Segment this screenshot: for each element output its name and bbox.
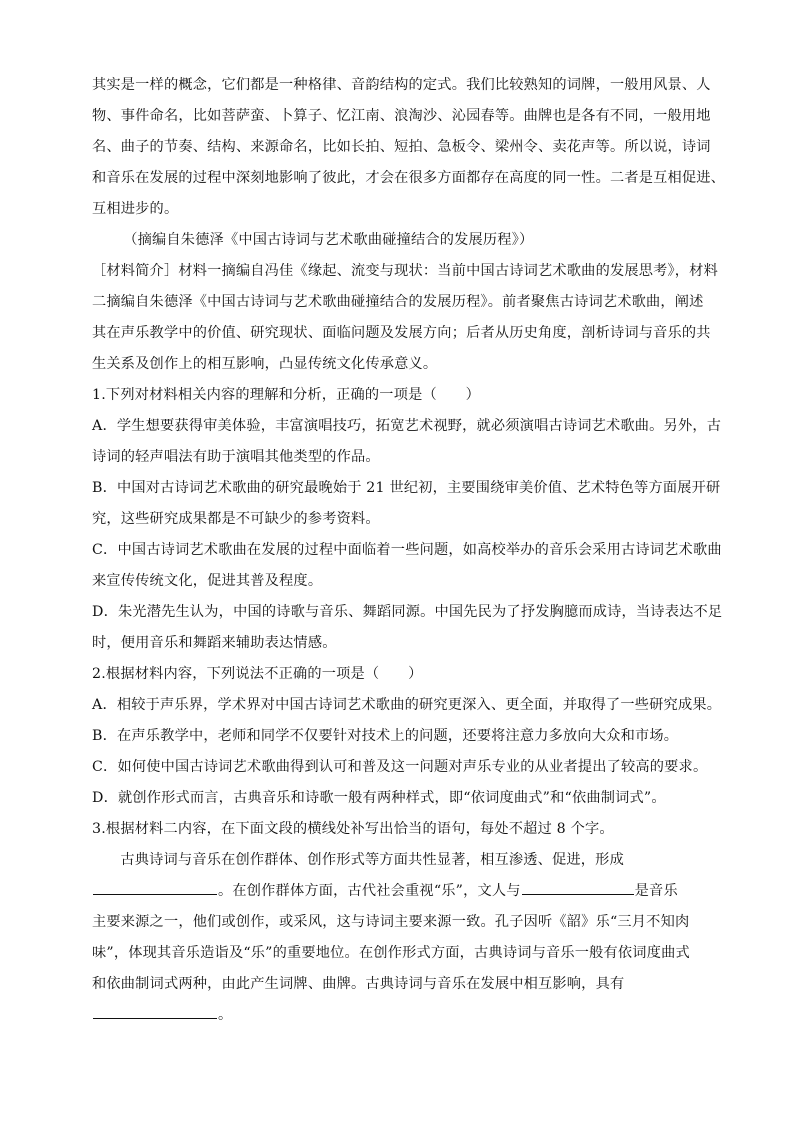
- passage-end: [92, 70, 726, 225]
- intro-line: ［材料简介］材料一摘编自冯佳《缘起、流变与现状：当前中国古诗词艺术歌曲的发展思考》，材料: [92, 263, 718, 279]
- text-line: 物、事件命名，比如菩萨蛮、卜算子、忆江南、浪淘沙、沁园春等。曲牌也是各有不同，一般用地: [92, 108, 711, 124]
- question-2: [92, 659, 722, 814]
- option-d: D．就创作形式而言，古典音乐和诗歌一般有两种样式，即“依词度曲式”和“依曲制词式”。: [92, 790, 666, 806]
- fill-text: 是音乐: [634, 883, 678, 899]
- option-b-line: B．中国对古诗词艺术歌曲的研究最晚始于 21 世纪初，主要围绕审美价值、艺术特色等方面展开研: [92, 480, 721, 496]
- question-1: [92, 380, 723, 659]
- option-a-line: A．学生想要获得审美体验，丰富演唱技巧，拓宽艺术视野，就必须演唱古诗词艺术歌曲。另外，古: [92, 418, 722, 434]
- text-line: 和音乐在发展的过程中深刻地影响了彼此，才会在很多方面都存在高度的同一性。二者是互相促进、: [92, 170, 726, 186]
- option-c: C．如何使中国古诗词艺术歌曲得到认可和普及这一问题对声乐专业的从业者提出了较高的要求。: [92, 759, 708, 775]
- intro-line: 二摘编自朱德泽《中国古诗词与艺术歌曲碰撞结合的发展历程》。前者聚焦古诗词艺术歌曲，阐述: [92, 294, 704, 310]
- option-c-line: C．中国古诗词艺术歌曲在发展的过程中面临着一些问题，如高校举办的音乐会采用古诗词艺术歌曲: [92, 542, 722, 558]
- question-1-stem: 1.下列对材料相关内容的理解和分析，正确的一项是（ ）: [92, 387, 481, 403]
- fill-line: [92, 845, 704, 876]
- source-citation: [92, 225, 704, 256]
- text-line: 其实是一样的概念，它们都是一种格律、音韵结构的定式。我们比较熟知的词牌，一般用风景、人: [92, 77, 711, 93]
- option-d-line: D．朱光潜先生认为，中国的诗歌与音乐、舞蹈同源。中国先民为了抒发胸臆而成诗，当诗表达不足: [92, 604, 723, 620]
- option-c-line: 来宣传传统文化，促进其普及程度。: [92, 573, 323, 589]
- document-page: [92, 70, 726, 1031]
- fill-text: 。在创作群体方面，古代社会重视“乐”，文人与: [218, 883, 521, 899]
- question-2-stem: 2.根据材料内容，下列说法不正确的一项是（ ）: [92, 666, 423, 682]
- option-b: B．在声乐教学中，老师和同学不仅要针对技术上的问题，还要将注意力多放向大众和市场。: [92, 728, 679, 744]
- source-line: （摘编自朱德泽《中国古诗词与艺术歌曲碰撞结合的发展历程》）: [123, 232, 534, 248]
- answer-blank-1[interactable]: [93, 893, 217, 895]
- answer-blank-3[interactable]: [93, 1017, 217, 1019]
- fill-text: 。: [218, 1007, 233, 1023]
- answer-blank-2[interactable]: [522, 893, 634, 895]
- text-line: 名、曲子的节奏、结构、来源命名，比如长拍、短拍、急板令、梁州令、卖花声等。所以说，诗词: [92, 139, 711, 155]
- text-line: 互相进步的。: [92, 201, 179, 217]
- fill-line: [92, 1000, 704, 1031]
- option-d-line: 时，便用音乐和舞蹈来辅助表达情感。: [92, 635, 337, 651]
- material-intro: [92, 256, 718, 380]
- option-b-line: 究，这些研究成果都是不可缺少的参考资料。: [92, 511, 380, 527]
- intro-line: 其在声乐教学中的价值、研究现状、面临问题及发展方向；后者从历史角度，剖析诗词与音乐的共: [92, 325, 711, 341]
- intro-line: 生关系及创作上的相互影响，凸显传统文化传承意义。: [92, 356, 438, 372]
- option-a: A．相较于声乐界，学术界对中国古诗词艺术歌曲的研究更深入、更全面，并取得了一些研究成果。: [92, 697, 722, 713]
- fill-line: [92, 876, 704, 907]
- fill-text: 古典诗词与音乐在创作群体、创作形式等方面共性显著，相互渗透、促进，形成: [120, 852, 624, 868]
- option-a-line: 诗词的轻声唱法有助于演唱其他类型的作品。: [92, 449, 380, 465]
- question-3-stem: 3.根据材料二内容，在下面文段的横线处补写出恰当的语句，每处不超过 8 个字。: [92, 821, 614, 837]
- fill-line: 主要来源之一，他们或创作，或采风，这与诗词主要来源一致。孔子因听《韶》乐“三月不知肉: [92, 914, 690, 930]
- question-3: [92, 814, 704, 1031]
- fill-line: 和依曲制词式两种，由此产生词牌、曲牌。古典诗词与音乐在发展中相互影响，具有: [92, 976, 625, 992]
- fill-line: 味”，体现其音乐造诣及“乐”的重要地位。在创作形式方面，古典诗词与音乐一般有依词度曲式: [92, 945, 690, 961]
